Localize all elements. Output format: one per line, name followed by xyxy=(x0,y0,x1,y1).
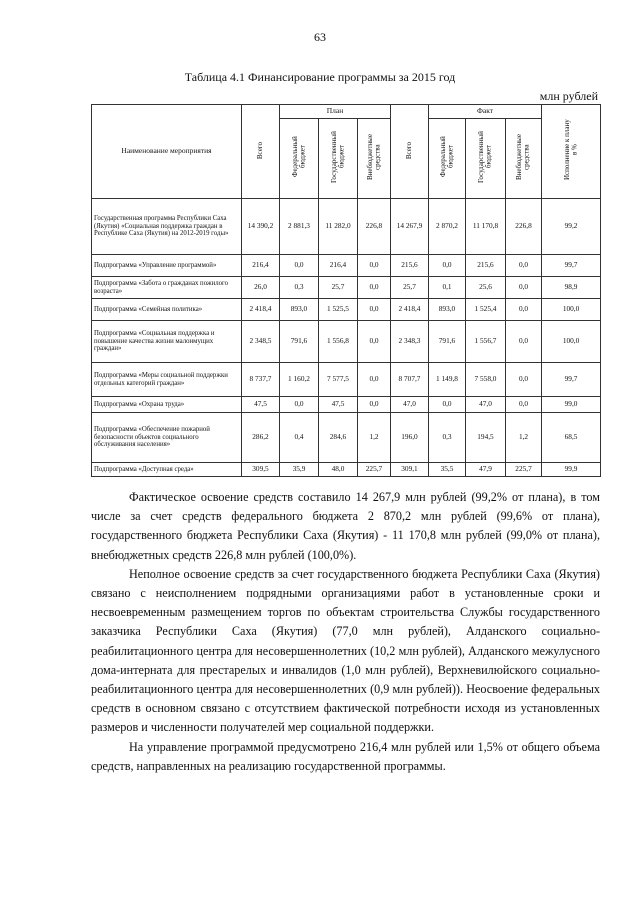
header-fact-extrabudget: Внебюджетные средства xyxy=(506,119,542,199)
table-row xyxy=(92,321,601,363)
row-value: 0,0 xyxy=(506,299,542,321)
row-value: 47,0 xyxy=(466,397,506,413)
header-plan-extrabudget: Внебюджетные средства xyxy=(358,119,391,199)
financing-table xyxy=(91,104,601,477)
row-value: 284,6 xyxy=(319,413,358,463)
row-value: 0,0 xyxy=(358,277,391,299)
row-value: 216,4 xyxy=(319,255,358,277)
row-value: 194,5 xyxy=(466,413,506,463)
table-body xyxy=(92,199,601,477)
body-text xyxy=(91,488,600,776)
header-fact-federal: Федеральный бюджет xyxy=(429,119,466,199)
row-value: 1 556,7 xyxy=(466,321,506,363)
row-name: Подпрограмма «Доступная среда» xyxy=(92,463,242,477)
row-value: 0,0 xyxy=(429,255,466,277)
row-value: 1 525,4 xyxy=(466,299,506,321)
paragraph-2: Неполное освоение средств за счет государственного бюджета Республики Саха (Якутия) связано с неисполнением подрядными организациями работ в установленные сроки и несвоевременным размещением торгов по объектам строительства Службы государственного заказчика Республики Саха (Якутия) (77,0 млн рублей), Алданского социально-реабилитационного центра для несовершеннолетних (10,2 млн рублей), Алданского межулусного дома-интерната для престарелых и инвалидов (1,0 млн рублей), Верхневилюйского социально-реабилитационного центра для несовершеннолетних (0,9 млн рублей)). Неосвоение федеральных средств в основном связано с отсутствием фактической потребности исходя из установленных размеров и численности получателей мер социальной поддержки. xyxy=(91,566,600,735)
table-row xyxy=(92,277,601,299)
row-value: 0,3 xyxy=(280,277,319,299)
row-value: 47,9 xyxy=(466,463,506,477)
row-value: 2 418,4 xyxy=(242,299,280,321)
row-value: 0,0 xyxy=(280,397,319,413)
table-row xyxy=(92,397,601,413)
table-row xyxy=(92,363,601,397)
row-value: 1 525,5 xyxy=(319,299,358,321)
row-value: 0,0 xyxy=(506,397,542,413)
row-value: 0,0 xyxy=(506,321,542,363)
row-value: 47,5 xyxy=(242,397,280,413)
row-value: 196,0 xyxy=(391,413,429,463)
header-fact-total: Всего xyxy=(391,105,429,199)
row-value: 1 149,8 xyxy=(429,363,466,397)
row-value: 0,0 xyxy=(358,299,391,321)
header-fact-group: Факт xyxy=(429,105,542,119)
row-value: 99,7 xyxy=(542,363,601,397)
row-value: 26,0 xyxy=(242,277,280,299)
row-value: 226,8 xyxy=(358,199,391,255)
header-fact-state: Государственный бюджет xyxy=(466,119,506,199)
row-name: Подпрограмма «Социальная поддержка и повышение качества жизни малоимущих граждан» xyxy=(92,321,242,363)
row-value: 0,4 xyxy=(280,413,319,463)
row-value: 8 707,7 xyxy=(391,363,429,397)
row-name: Подпрограмма «Семейная политика» xyxy=(92,299,242,321)
row-value: 0,0 xyxy=(358,255,391,277)
row-value: 216,4 xyxy=(242,255,280,277)
row-value: 99,9 xyxy=(542,463,601,477)
row-value: 215,6 xyxy=(391,255,429,277)
row-value: 0,0 xyxy=(506,277,542,299)
row-value: 7 577,5 xyxy=(319,363,358,397)
table-row xyxy=(92,463,601,477)
row-value: 47,0 xyxy=(391,397,429,413)
row-value: 2 881,3 xyxy=(280,199,319,255)
row-value: 25,6 xyxy=(466,277,506,299)
page-number: 63 xyxy=(314,30,326,44)
row-value: 1,2 xyxy=(506,413,542,463)
row-value: 35,9 xyxy=(280,463,319,477)
paragraph-1: Фактическое освоение средств составило 14 267,9 млн рублей (99,2% от плана), в том числе за счет средств федерального бюджета 2 870,2 млн рублей (99,6% от плана), государственного бюджета Республики Саха (Якутия) - 11 170,8 млн рублей (99,0% от плана), внебюджетных средств 226,8 млн рублей (100,0%). xyxy=(91,490,600,562)
row-value: 14 390,2 xyxy=(242,199,280,255)
header-plan-total: Всего xyxy=(242,105,280,199)
row-name: Подпрограмма «Обеспечение пожарной безопасности объектов социального обслуживания населения» xyxy=(92,413,242,463)
row-value: 791,6 xyxy=(429,321,466,363)
row-value: 11 282,0 xyxy=(319,199,358,255)
row-value: 309,1 xyxy=(391,463,429,477)
row-value: 309,5 xyxy=(242,463,280,477)
row-value: 8 737,7 xyxy=(242,363,280,397)
row-value: 0,0 xyxy=(358,397,391,413)
row-value: 215,6 xyxy=(466,255,506,277)
row-value: 25,7 xyxy=(391,277,429,299)
row-value: 2 870,2 xyxy=(429,199,466,255)
row-value: 35,5 xyxy=(429,463,466,477)
row-value: 0,0 xyxy=(280,255,319,277)
row-name: Подпрограмма «Забота о гражданах пожилого возраста» xyxy=(92,277,242,299)
table-row xyxy=(92,413,601,463)
header-execution: Исполнение к плану в % xyxy=(542,105,601,199)
row-name: Подпрограмма «Управление программой» xyxy=(92,255,242,277)
header-name: Наименование мероприятия xyxy=(92,105,242,199)
row-value: 14 267,9 xyxy=(391,199,429,255)
row-value: 48,0 xyxy=(319,463,358,477)
table-caption: Таблица 4.1 Финансирование программы за 2015 год xyxy=(184,70,456,84)
row-value: 7 558,0 xyxy=(466,363,506,397)
row-value: 2 348,5 xyxy=(242,321,280,363)
paragraph-3: На управление программой предусмотрено 216,4 млн рублей или 1,5% от общего объема средств, направленных на реализацию государственной программы. xyxy=(91,739,600,773)
row-value: 99,2 xyxy=(542,199,601,255)
row-value: 0,0 xyxy=(506,255,542,277)
row-value: 68,5 xyxy=(542,413,601,463)
row-value: 98,9 xyxy=(542,277,601,299)
row-value: 100,0 xyxy=(542,321,601,363)
header-plan-group: План xyxy=(280,105,391,119)
row-value: 225,7 xyxy=(506,463,542,477)
row-value: 791,6 xyxy=(280,321,319,363)
row-name: Государственная программа Республики Саха (Якутия) «Социальная поддержка граждан в Республике Саха (Якутия) на 2012-2019 годы» xyxy=(92,199,242,255)
row-value: 0,3 xyxy=(429,413,466,463)
row-value: 100,0 xyxy=(542,299,601,321)
row-value: 1 556,8 xyxy=(319,321,358,363)
row-value: 0,0 xyxy=(358,321,391,363)
header-plan-state: Государственный бюджет xyxy=(319,119,358,199)
header-plan-federal: Федеральный бюджет xyxy=(280,119,319,199)
row-name: Подпрограмма «Меры социальной поддержки отдельных категорий граждан» xyxy=(92,363,242,397)
row-value: 99,7 xyxy=(542,255,601,277)
row-value: 1 160,2 xyxy=(280,363,319,397)
units-label: млн рублей xyxy=(539,89,598,103)
row-value: 893,0 xyxy=(280,299,319,321)
row-name: Подпрограмма «Охрана труда» xyxy=(92,397,242,413)
row-value: 0,0 xyxy=(358,363,391,397)
row-value: 893,0 xyxy=(429,299,466,321)
row-value: 0,1 xyxy=(429,277,466,299)
row-value: 226,8 xyxy=(506,199,542,255)
row-value: 2 348,3 xyxy=(391,321,429,363)
row-value: 0,0 xyxy=(506,363,542,397)
table-row xyxy=(92,299,601,321)
row-value: 25,7 xyxy=(319,277,358,299)
row-value: 286,2 xyxy=(242,413,280,463)
table-row xyxy=(92,255,601,277)
row-value: 11 170,8 xyxy=(466,199,506,255)
row-value: 225,7 xyxy=(358,463,391,477)
row-value: 1,2 xyxy=(358,413,391,463)
row-value: 2 418,4 xyxy=(391,299,429,321)
row-value: 99,0 xyxy=(542,397,601,413)
row-value: 47,5 xyxy=(319,397,358,413)
row-value: 0,0 xyxy=(429,397,466,413)
table-row xyxy=(92,199,601,255)
